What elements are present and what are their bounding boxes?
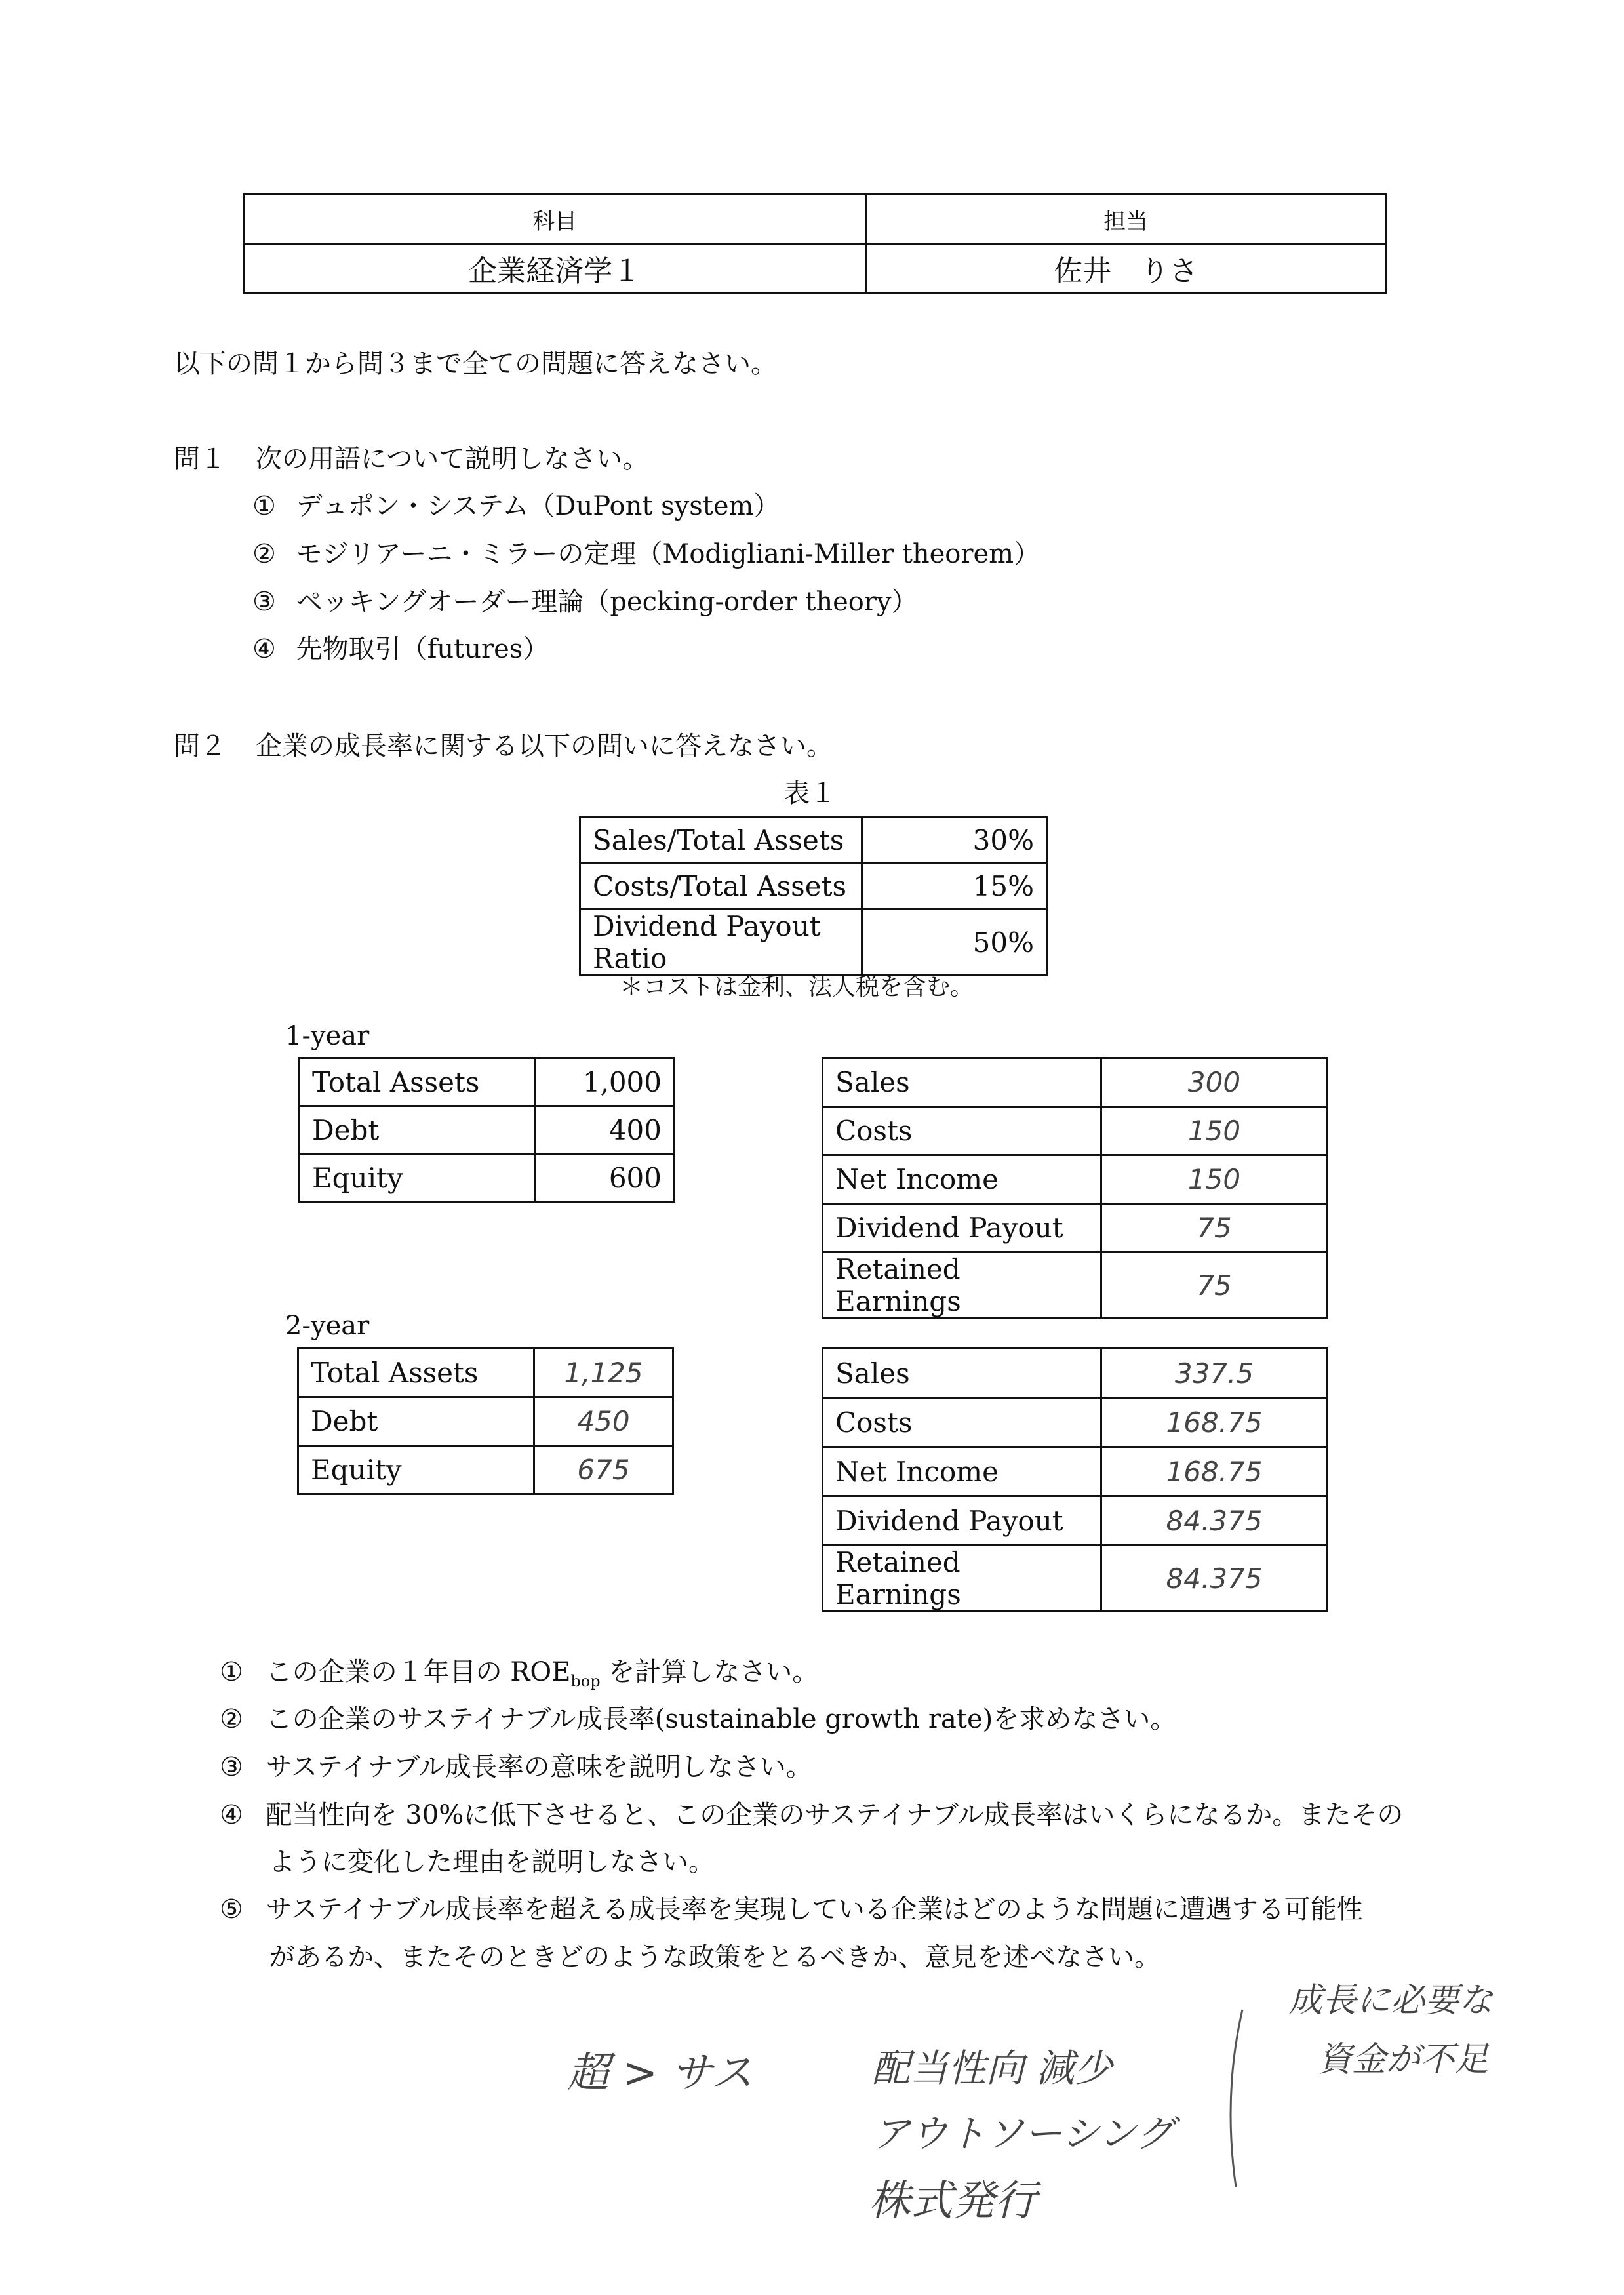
table-cell-handwritten: 150 bbox=[1101, 1107, 1328, 1155]
q2-prompt: 企業の成長率に関する以下の問いに答えなさい。 bbox=[256, 731, 833, 761]
q2-sub-marker: ③ bbox=[220, 1752, 243, 1782]
table-row bbox=[300, 1106, 675, 1154]
handwritten-note-left: 超 > サス bbox=[567, 2049, 753, 2098]
table-row bbox=[300, 1154, 675, 1202]
table-cell-handwritten: 337.5 bbox=[1101, 1349, 1328, 1398]
table-cell-label: Debt bbox=[300, 1106, 536, 1154]
table-cell-value: 600 bbox=[536, 1154, 675, 1202]
year1-label: 1-year bbox=[285, 1021, 370, 1051]
q2-sub-text: サステイナブル成長率の意味を説明しなさい。 bbox=[266, 1752, 812, 1782]
table-row bbox=[823, 1252, 1328, 1319]
roe-subscript: bop bbox=[570, 1672, 601, 1690]
table-row bbox=[823, 1107, 1328, 1155]
q2-sub-2 bbox=[220, 1706, 1176, 1732]
table-cell-handwritten: 84.375 bbox=[1101, 1546, 1328, 1612]
year2-income-table bbox=[822, 1347, 1328, 1612]
q2-sub-text: 配当性向を 30%に低下させると、この企業のサステイナブル成長率はいくらになるか。またその bbox=[266, 1800, 1404, 1830]
handwritten-note-middle-1: 配当性向 減少 bbox=[872, 2046, 1113, 2090]
table-cell-label: Retained Earnings bbox=[823, 1252, 1101, 1319]
q2-sub-4 bbox=[220, 1802, 1403, 1828]
table-cell-handwritten: 168.75 bbox=[1101, 1398, 1328, 1447]
table-cell-label: Retained Earnings bbox=[823, 1546, 1101, 1612]
table-row bbox=[298, 1446, 673, 1494]
table-row bbox=[298, 1397, 673, 1446]
handwritten-note-right-1: 成長に必要な bbox=[1288, 1981, 1494, 2020]
q2-sub-5-cont: があるか、またそのときどのような政策をとるべきか、意見を述べなさい。 bbox=[269, 1942, 1160, 1972]
table-cell-handwritten: 300 bbox=[1101, 1058, 1328, 1107]
table-cell-handwritten: 1,125 bbox=[534, 1349, 673, 1397]
table-cell-value: 50% bbox=[862, 909, 1047, 976]
table-row bbox=[823, 1496, 1328, 1546]
table-cell-label: Sales bbox=[823, 1058, 1101, 1107]
q2-sub-marker: ⑤ bbox=[220, 1894, 243, 1925]
table1-title: 表１ bbox=[783, 778, 836, 808]
instructions: 以下の問１から問３まで全ての問題に答えなさい。 bbox=[174, 349, 777, 379]
q1-item-marker: ① bbox=[252, 491, 276, 521]
handwritten-note-right-2: 資金が不足 bbox=[1318, 2040, 1489, 2079]
table-cell-label: Net Income bbox=[823, 1155, 1101, 1204]
q2-sub-text-after: を計算しなさい。 bbox=[600, 1657, 819, 1687]
q1-item-text: デュポン・システム（DuPont system） bbox=[296, 491, 780, 521]
q1-item-2 bbox=[252, 541, 1040, 567]
table-cell-handwritten: 75 bbox=[1101, 1252, 1328, 1319]
q2-sub-marker: ④ bbox=[220, 1800, 243, 1830]
header-table bbox=[243, 193, 1387, 294]
table-row bbox=[823, 1398, 1328, 1447]
q1-item-1 bbox=[252, 493, 780, 519]
table-row bbox=[300, 1058, 675, 1106]
table-cell-label: Total Assets bbox=[300, 1058, 536, 1106]
table-row bbox=[823, 1155, 1328, 1204]
q1-item-3 bbox=[252, 589, 918, 615]
table-row bbox=[580, 909, 1047, 976]
table-cell-handwritten: 75 bbox=[1101, 1204, 1328, 1252]
table-row bbox=[298, 1349, 673, 1397]
q1-item-4 bbox=[252, 636, 549, 662]
q2-sub-4-cont: ように変化した理由を説明しなさい。 bbox=[269, 1847, 715, 1877]
subject-label: 科目 bbox=[244, 195, 866, 244]
table-row bbox=[580, 818, 1047, 864]
table-cell-label: Equity bbox=[300, 1154, 536, 1202]
table-cell-label: Equity bbox=[298, 1446, 534, 1494]
teacher-label: 担当 bbox=[866, 195, 1386, 244]
q2-sub-3 bbox=[220, 1754, 812, 1780]
table1-note: ＊コストは金利、法人税を含む。 bbox=[620, 974, 974, 1001]
table-cell-label: Dividend Payout bbox=[823, 1496, 1101, 1546]
q2-sub-marker: ② bbox=[220, 1704, 243, 1734]
handwritten-note-middle-2: アウトソーシング bbox=[872, 2111, 1174, 2156]
q1-item-marker: ④ bbox=[252, 634, 276, 664]
table-row bbox=[823, 1058, 1328, 1107]
table-cell-label: Dividend Payout bbox=[823, 1204, 1101, 1252]
q2-sub-5 bbox=[220, 1896, 1363, 1923]
table-cell-value: 30% bbox=[862, 818, 1047, 864]
table-cell-label: Net Income bbox=[823, 1447, 1101, 1496]
q2-sub-text: この企業の１年目の ROE bbox=[266, 1657, 571, 1687]
q2-sub-text: この企業のサステイナブル成長率(sustainable growth rate)を求めなさい。 bbox=[266, 1704, 1177, 1734]
q1-item-marker: ② bbox=[252, 539, 276, 569]
table-cell-label: Costs bbox=[823, 1107, 1101, 1155]
table-row bbox=[823, 1546, 1328, 1612]
table-cell-handwritten: 84.375 bbox=[1101, 1496, 1328, 1546]
teacher-value: 佐井 りさ bbox=[866, 244, 1386, 293]
table-row bbox=[823, 1349, 1328, 1398]
year1-balance-table bbox=[298, 1057, 675, 1203]
table-cell-handwritten: 168.75 bbox=[1101, 1447, 1328, 1496]
table-cell-label: Costs/Total Assets bbox=[580, 864, 862, 909]
table-row bbox=[580, 864, 1047, 909]
table-cell-value: 400 bbox=[536, 1106, 675, 1154]
table-row bbox=[823, 1447, 1328, 1496]
table-row bbox=[823, 1204, 1328, 1252]
table-cell-label: Dividend Payout Ratio bbox=[580, 909, 862, 976]
table-cell-label: Costs bbox=[823, 1398, 1101, 1447]
subject-value: 企業経済学１ bbox=[244, 244, 866, 293]
table-cell-value: 1,000 bbox=[536, 1058, 675, 1106]
year1-income-table bbox=[822, 1057, 1328, 1319]
q1-prompt: 次の用語について説明しなさい。 bbox=[256, 444, 649, 474]
table-cell-label: Sales/Total Assets bbox=[580, 818, 862, 864]
table-cell-handwritten: 450 bbox=[534, 1397, 673, 1446]
q1-item-text: 先物取引（futures） bbox=[296, 634, 549, 664]
q2-label: 問２ bbox=[174, 731, 226, 761]
table-cell-handwritten: 675 bbox=[534, 1446, 673, 1494]
table-cell-value: 15% bbox=[862, 864, 1047, 909]
year2-balance-table bbox=[297, 1347, 674, 1495]
q2-sub-1 bbox=[220, 1659, 818, 1689]
year2-label: 2-year bbox=[285, 1311, 370, 1341]
table1 bbox=[579, 816, 1048, 976]
handwritten-note-middle-3: 株式発行 bbox=[869, 2177, 1037, 2225]
q2-sub-marker: ① bbox=[220, 1657, 243, 1687]
q1-item-marker: ③ bbox=[252, 587, 276, 617]
q1-item-text: ペッキングオーダー理論（pecking-order theory） bbox=[296, 587, 918, 617]
table-cell-handwritten: 150 bbox=[1101, 1155, 1328, 1204]
table-cell-label: Debt bbox=[298, 1397, 534, 1446]
q2-sub-text: サステイナブル成長率を超える成長率を実現している企業はどのような問題に遭遇する可能性 bbox=[266, 1894, 1363, 1925]
q1-item-text: モジリアーニ・ミラーの定理（Modigliani-Miller theorem） bbox=[296, 539, 1040, 569]
table-cell-label: Sales bbox=[823, 1349, 1101, 1398]
table-cell-label: Total Assets bbox=[298, 1349, 534, 1397]
q1-label: 問１ bbox=[174, 444, 226, 474]
handwritten-bracket bbox=[1216, 2003, 1256, 2193]
